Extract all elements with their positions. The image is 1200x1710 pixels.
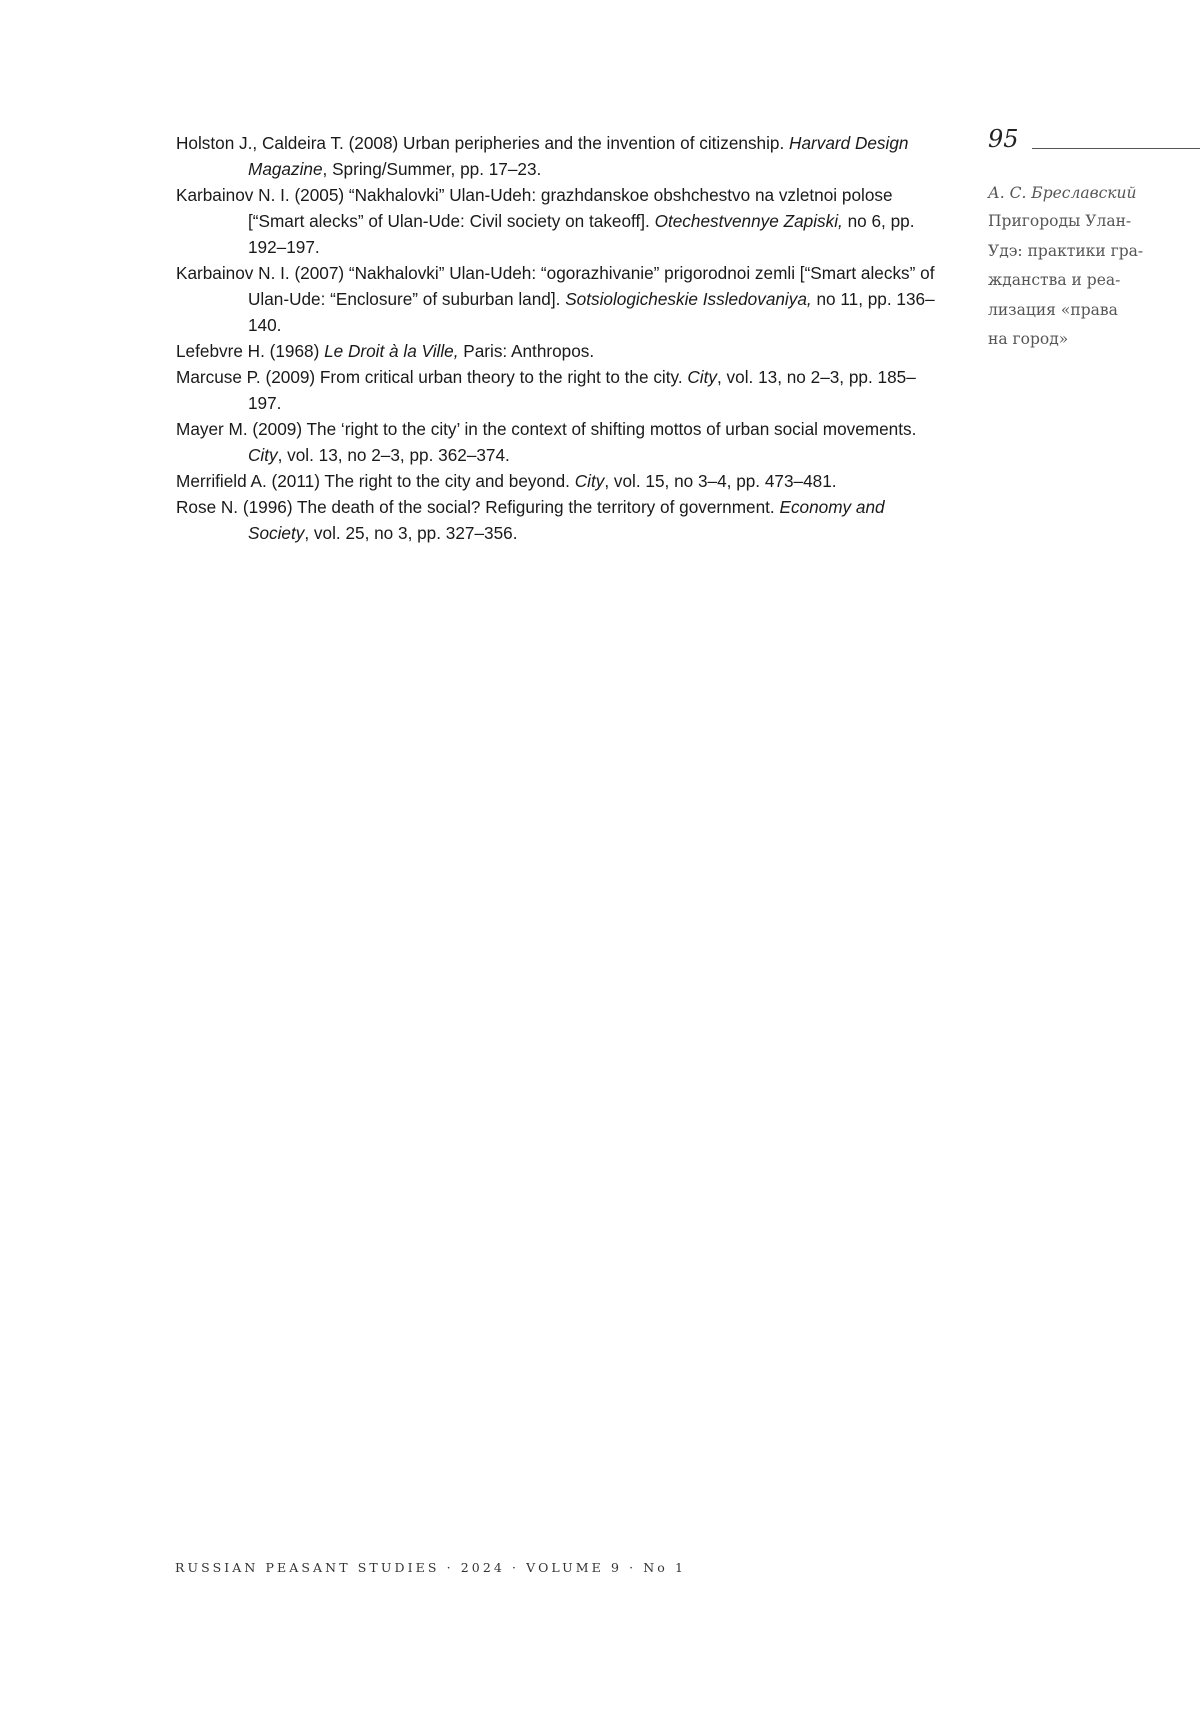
- running-header: [988, 124, 1200, 355]
- reference-entry: [176, 494, 946, 546]
- reference-entry: [176, 364, 946, 416]
- reference-entry: [176, 260, 946, 338]
- reference-text: Mayer M. (2009) The ‘right to the city’ in the context of shifting mottos of urban social movements.: [176, 419, 917, 439]
- reference-text: Marcuse P. (2009) From critical urban theory to the right to the city.: [176, 367, 688, 387]
- reference-source-title: Economy and Society: [248, 497, 885, 543]
- reference-source-title: Otechestvennye Zapiski,: [654, 211, 843, 231]
- page-number: 95: [988, 125, 1019, 153]
- reference-source-title: Harvard Design Magazine: [248, 133, 909, 179]
- reference-source-title: Sotsiologicheskie Issledovaniya,: [565, 289, 812, 309]
- running-title: Пригороды Улан- Удэ: практики гра- жданства и реа- лизация «права на город»: [988, 212, 1144, 348]
- reference-entry: [176, 468, 946, 494]
- reference-text: , vol. 13, no 2–3, pp. 362–374.: [277, 445, 510, 465]
- reference-entry: [176, 130, 946, 182]
- reference-source-title: City: [248, 445, 278, 465]
- reference-text: Karbainov N. I. (2005) “Nakhalovki” Ulan-Udeh: grazhdanskoe obshchestvo na vzletnoi polose [“Smart alecks” of Ulan-Ude: Civil society on takeoff].: [176, 185, 893, 231]
- reference-text: Lefebvre H. (1968): [176, 341, 325, 361]
- reference-entry: [176, 416, 946, 468]
- reference-text: , vol. 25, no 3, pp. 327–356.: [304, 523, 518, 543]
- reference-source-title: City: [687, 367, 717, 387]
- reference-entry: [176, 338, 946, 364]
- reference-text: , vol. 15, no 3–4, pp. 473–481.: [604, 471, 837, 491]
- reference-text: Holston J., Caldeira T. (2008) Urban peripheries and the invention of citizenship.: [176, 133, 790, 153]
- reference-text: no 6, pp. 192–197.: [248, 211, 915, 257]
- reference-entry: [176, 182, 946, 260]
- reference-text: Merrifield A. (2011) The right to the city and beyond.: [176, 471, 575, 491]
- journal-footer: RUSSIAN PEASANT STUDIES · 2024 · VOLUME 9 · No 1: [175, 1560, 687, 1575]
- running-author: А. С. Бреславский: [988, 184, 1137, 202]
- reference-text: Rose N. (1996) The death of the social? Refiguring the territory of government.: [176, 497, 780, 517]
- reference-text: Paris: Anthropos.: [458, 341, 595, 361]
- references-list: [176, 130, 946, 546]
- reference-source-title: Le Droit à la Ville,: [324, 341, 459, 361]
- reference-text: , Spring/Summer, pp. 17–23.: [322, 159, 542, 179]
- reference-text: no 11, pp. 136–140.: [248, 289, 935, 335]
- header-rule: [1032, 148, 1200, 149]
- reference-source-title: City: [574, 471, 605, 491]
- reference-text: Karbainov N. I. (2007) “Nakhalovki” Ulan-Udeh: “ogorazhivanie” prigorodnoi zemli [“Smart alecks” of Ulan-Ude: “Enclosure” of suburban land].: [176, 263, 935, 309]
- reference-text: , vol. 13, no 2–3, pp. 185–197.: [248, 367, 916, 413]
